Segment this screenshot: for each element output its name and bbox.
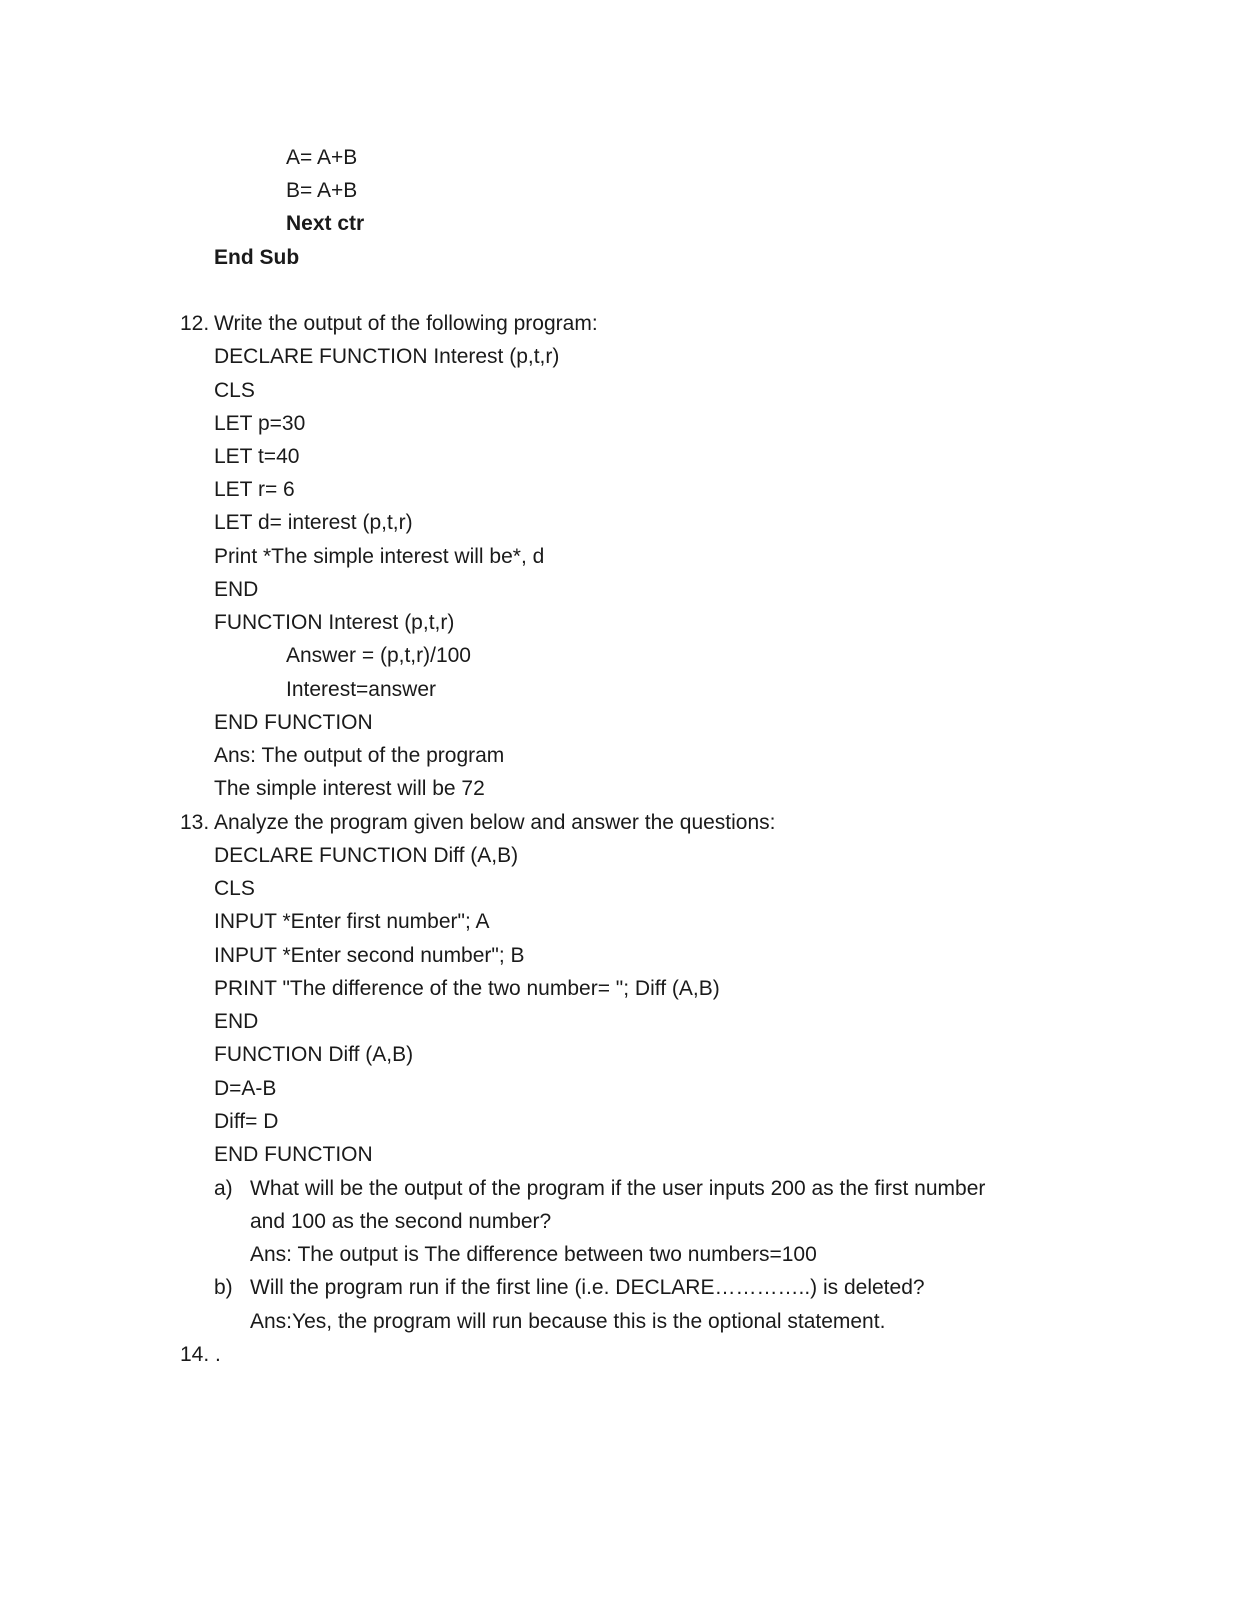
q13-code-line: INPUT *Enter second number"; B: [214, 944, 525, 967]
question-12-text: Write the output of the following program:: [214, 312, 598, 335]
q13-code-line: Diff= D: [214, 1110, 279, 1133]
q12-code-line: CLS: [214, 379, 255, 402]
code-line-next-ctr: Next ctr: [286, 212, 365, 235]
sub-question-a-text: What will be the output of the program if the user inputs 200 as the first number: [250, 1177, 986, 1200]
sub-question-a-answer: Ans: The output is The difference between two numbers=100: [250, 1243, 817, 1266]
q13-code-line: END: [214, 1010, 259, 1033]
q12-code-line: DECLARE FUNCTION Interest (p,t,r): [214, 345, 560, 368]
sub-question-b-text: Will the program run if the first line (i.e. DECLARE…………..) is deleted?: [250, 1276, 925, 1299]
q12-end-function: END FUNCTION: [214, 711, 373, 734]
q12-inner-code-line: Interest=answer: [286, 678, 436, 701]
q13-code-line: END FUNCTION: [214, 1143, 373, 1166]
q12-code-line: LET d= interest (p,t,r): [214, 511, 413, 534]
q13-code-line: DECLARE FUNCTION Diff (A,B): [214, 844, 519, 867]
q12-inner-code-line: Answer = (p,t,r)/100: [286, 644, 471, 667]
sub-question-a-marker: a): [214, 1177, 233, 1200]
question-14-number: 14. .: [180, 1343, 221, 1366]
q12-code-line: LET p=30: [214, 412, 306, 435]
code-line-end-sub: End Sub: [214, 246, 300, 269]
question-13-number: 13.: [180, 811, 210, 834]
q12-answer-line: The simple interest will be 72: [214, 777, 485, 800]
q13-code-line: D=A-B: [214, 1077, 277, 1100]
q13-code-line: CLS: [214, 877, 255, 900]
q13-code-line: FUNCTION Diff (A,B): [214, 1043, 414, 1066]
q12-code-line: Print *The simple interest will be*, d: [214, 545, 545, 568]
question-13-text: Analyze the program given below and answer the questions:: [214, 811, 776, 834]
question-12-number: 12.: [180, 312, 210, 335]
q13-code-line: PRINT "The difference of the two number= "; Diff (A,B): [214, 977, 720, 1000]
code-line-b-equals: B= A+B: [286, 179, 358, 202]
code-line-a-equals: A= A+B: [286, 146, 358, 169]
q13-code-line: INPUT *Enter first number"; A: [214, 910, 490, 933]
sub-question-b-marker: b): [214, 1276, 233, 1299]
q12-code-line: LET t=40: [214, 445, 300, 468]
q12-code-line: END: [214, 578, 259, 601]
q12-code-line: LET r= 6: [214, 478, 295, 501]
sub-question-b-answer: Ans:Yes, the program will run because this is the optional statement.: [250, 1310, 886, 1333]
q12-code-line: FUNCTION Interest (p,t,r): [214, 611, 455, 634]
sub-question-a-text-continued: and 100 as the second number?: [250, 1210, 552, 1233]
q12-answer-line: Ans: The output of the program: [214, 744, 505, 767]
